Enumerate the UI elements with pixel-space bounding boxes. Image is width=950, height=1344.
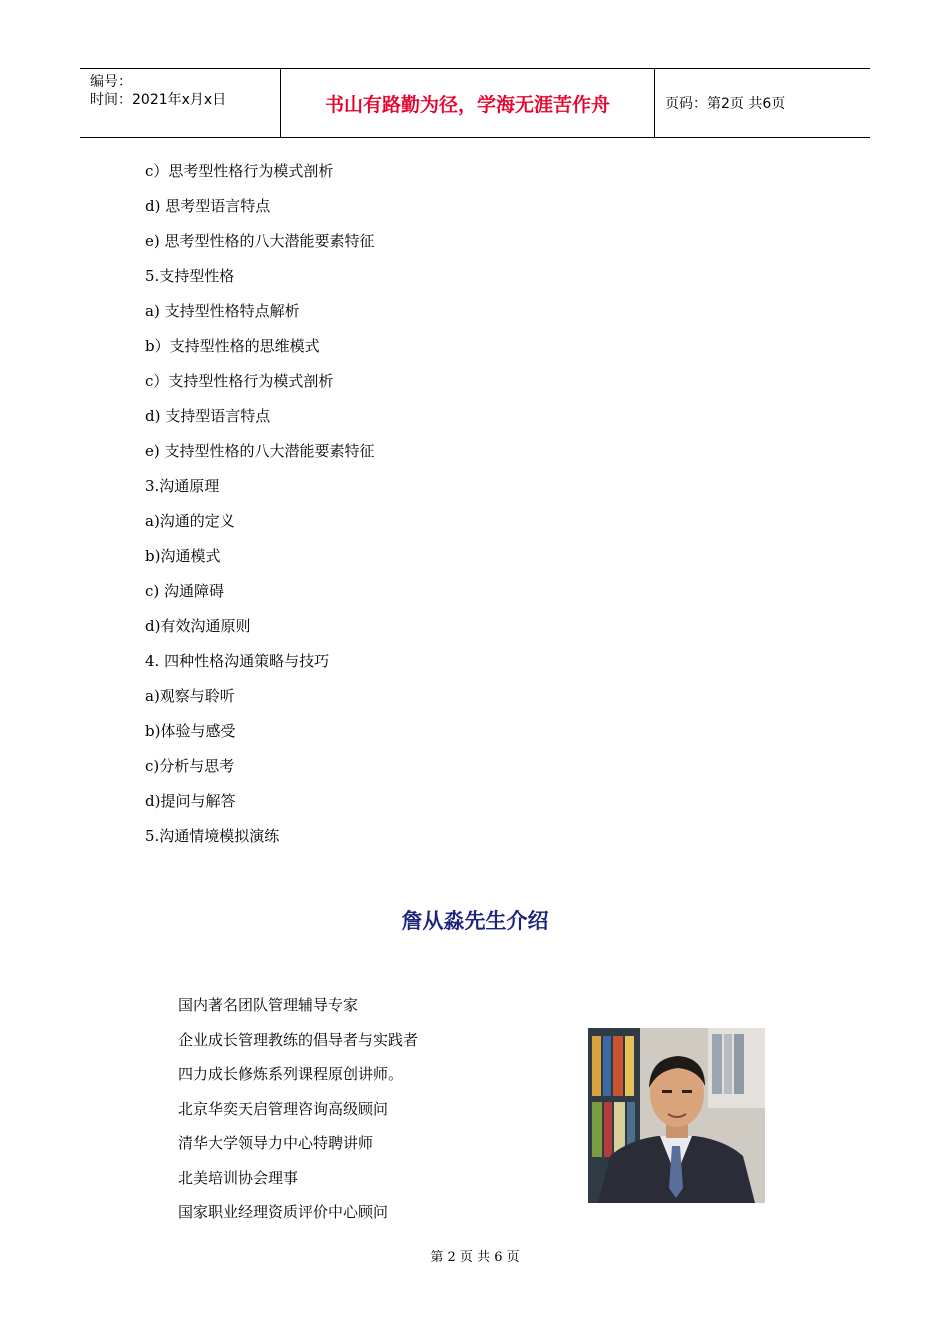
outline-item: c) 沟通障碍 xyxy=(145,582,225,600)
speaker-photo xyxy=(588,1028,765,1203)
outline-item: 5.沟通情境模拟演练 xyxy=(145,827,280,845)
time-label: 时间：2021年x月x日 xyxy=(90,92,227,108)
bio-item: 四力成长修炼系列课程原创讲师。 xyxy=(178,1065,404,1083)
bio-item: 国家职业经理资质评价中心顾问 xyxy=(178,1203,389,1221)
outline-item: e) 支持型性格的八大潜能要素特征 xyxy=(145,442,375,460)
outline-item: a)观察与聆听 xyxy=(145,687,235,705)
bio-item: 清华大学领导力中心特聘讲师 xyxy=(178,1134,374,1152)
outline-item: d)有效沟通原则 xyxy=(145,617,251,635)
header-meta xyxy=(80,69,281,137)
header-page-info: 页码：第2页 共6页 xyxy=(665,96,786,112)
bio-item: 国内著名团队管理辅导专家 xyxy=(178,996,359,1014)
number-label: 编号： xyxy=(90,74,132,90)
portrait-illustration xyxy=(588,1028,765,1203)
outline-item: c）思考型性格行为模式剖析 xyxy=(145,162,334,180)
outline-item: a) 支持型性格特点解析 xyxy=(145,302,300,320)
bio-item: 北京华奕天启管理咨询高级顾问 xyxy=(178,1099,389,1118)
outline-item: d) 思考型语言特点 xyxy=(145,197,271,215)
bio-list xyxy=(178,990,418,1232)
outline-item: 5.支持型性格 xyxy=(145,267,235,285)
outline-item: b)体验与感受 xyxy=(145,722,236,740)
outline-item: d)提问与解答 xyxy=(145,792,236,810)
outline-item: b)沟通模式 xyxy=(145,547,221,565)
outline-item: a)沟通的定义 xyxy=(145,512,235,530)
outline-item: d) 支持型语言特点 xyxy=(145,407,271,425)
outline-item: b）支持型性格的思维模式 xyxy=(145,337,320,355)
section-title: 詹从淼先生介绍 xyxy=(401,908,549,933)
bio-item: 北美培训协会理事 xyxy=(178,1168,299,1187)
outline-item: e) 思考型性格的八大潜能要素特征 xyxy=(145,232,375,250)
page-header xyxy=(80,68,870,138)
outline-item: c)分析与思考 xyxy=(145,757,235,775)
outline-item: c）支持型性格行为模式剖析 xyxy=(145,372,334,390)
outline-item: 3.沟通原理 xyxy=(145,477,220,495)
bio-item: 企业成长管理教练的倡导者与实践者 xyxy=(178,1030,419,1049)
outline-item: 4. 四种性格沟通策略与技巧 xyxy=(145,652,330,670)
course-outline xyxy=(145,158,375,858)
page-footer: 第 2 页 共 6 页 xyxy=(430,1250,520,1265)
header-motto: 书山有路勤为径，学海无涯苦作舟 xyxy=(281,69,655,137)
